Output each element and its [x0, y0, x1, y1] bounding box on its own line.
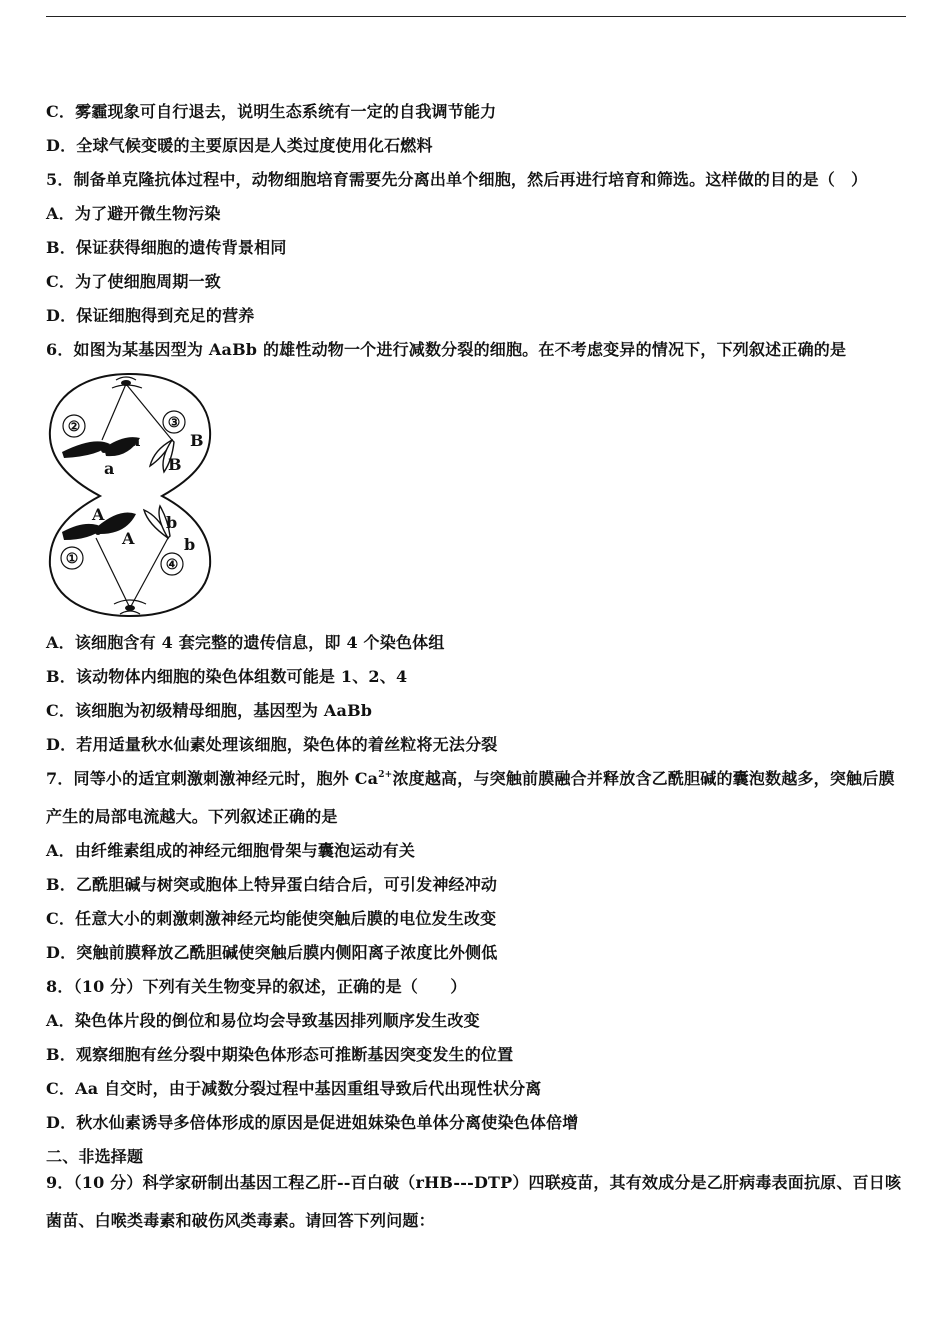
- question-7-part2: 浓度越高，与突触前膜融合并释放含乙酰胆碱的囊泡数越多，突触后膜产生的局部电流越大。下列叙述正确的是: [46, 769, 895, 826]
- question-6: 6．如图为某基因型为 AaBb 的雄性动物一个进行减数分裂的细胞。在不考虑变异的情况下，下列叙述正确的是: [46, 340, 847, 359]
- option-c-q5: C．为了使细胞周期一致: [46, 272, 221, 291]
- option-c-q4: C．雾霾现象可自行退去，说明生态系统有一定的自我调节能力: [46, 102, 497, 121]
- label-circle-3: ③: [167, 415, 181, 431]
- option-a-q5: A．为了避开微生物污染: [46, 204, 221, 223]
- label-gene-b-2: b: [184, 535, 196, 554]
- option-b-q7: B．乙酰胆碱与树突或胞体上特异蛋白结合后，可引发神经冲动: [46, 875, 498, 894]
- label-gene-A-2: A: [122, 529, 135, 548]
- option-a-q7: A．由纤维素组成的神经元细胞骨架与囊泡运动有关: [46, 841, 416, 860]
- option-b-q5: B．保证获得细胞的遗传背景相同: [46, 238, 287, 257]
- label-gene-B-1: B: [190, 431, 204, 450]
- calcium-charge: 2+: [378, 770, 393, 780]
- question-7: [46, 760, 908, 836]
- option-c-q6: C．该细胞为初级精母细胞，基因型为 AaBb: [46, 701, 373, 720]
- label-circle-4: ④: [165, 557, 179, 573]
- label-gene-a-1: a: [130, 431, 141, 450]
- label-circle-1: ①: [65, 551, 79, 567]
- question-9: 9．（10 分）科学家研制出基因工程乙肝--百白破（rHB---DTP）四联疫苗，其有效成分是乙肝病毒表面抗原、百日咳菌苗、白喉类毒素和破伤风类毒素。请回答下列问题：: [46, 1173, 902, 1230]
- option-d-q4: D．全球气候变暖的主要原因是人类过度使用化石燃料: [46, 136, 433, 155]
- option-c-q8: C．Aa 自交时，由于减数分裂过程中基因重组导致后代出现性状分离: [46, 1079, 542, 1098]
- label-gene-B-2: B: [168, 455, 182, 474]
- section-heading: 二、非选择题: [46, 1147, 144, 1166]
- label-gene-A-1: A: [92, 505, 105, 524]
- option-a-q6: A．该细胞含有 4 套完整的遗传信息，即 4 个染色体组: [46, 633, 445, 652]
- header-rule: [46, 16, 906, 17]
- label-gene-b-1: b: [166, 513, 178, 532]
- question-7-part1: 7．同等小的适宜刺激刺激神经元时，胞外 Ca: [46, 769, 379, 788]
- meiosis-cell-figure: [44, 368, 216, 622]
- label-gene-a-2: a: [104, 459, 115, 478]
- option-d-q8: D．秋水仙素诱导多倍体形成的原因是促进姐妹染色单体分离使染色体倍增: [46, 1113, 579, 1132]
- option-b-q6: B．该动物体内细胞的染色体组数可能是 1、2、4: [46, 667, 408, 686]
- option-a-q8: A．染色体片段的倒位和易位均会导致基因排列顺序发生改变: [46, 1011, 480, 1030]
- option-d-q6: D．若用适量秋水仙素处理该细胞，染色体的着丝粒将无法分裂: [46, 735, 498, 754]
- option-b-q8: B．观察细胞有丝分裂中期染色体形态可推断基因突变发生的位置: [46, 1045, 514, 1064]
- option-d-q7: D．突触前膜释放乙酰胆碱使突触后膜内侧阳离子浓度比外侧低: [46, 943, 498, 962]
- question-5: 5．制备单克隆抗体过程中，动物细胞培育需要先分离出单个细胞，然后再进行培育和筛选。这样做的目的是（ ）: [46, 170, 868, 189]
- option-c-q7: C．任意大小的刺激刺激神经元均能使突触后膜的电位发生改变: [46, 909, 497, 928]
- label-circle-2: ②: [67, 419, 81, 435]
- question-8: 8．（10 分）下列有关生物变异的叙述，正确的是（ ）: [46, 977, 467, 996]
- option-d-q5: D．保证细胞得到充足的营养: [46, 306, 255, 325]
